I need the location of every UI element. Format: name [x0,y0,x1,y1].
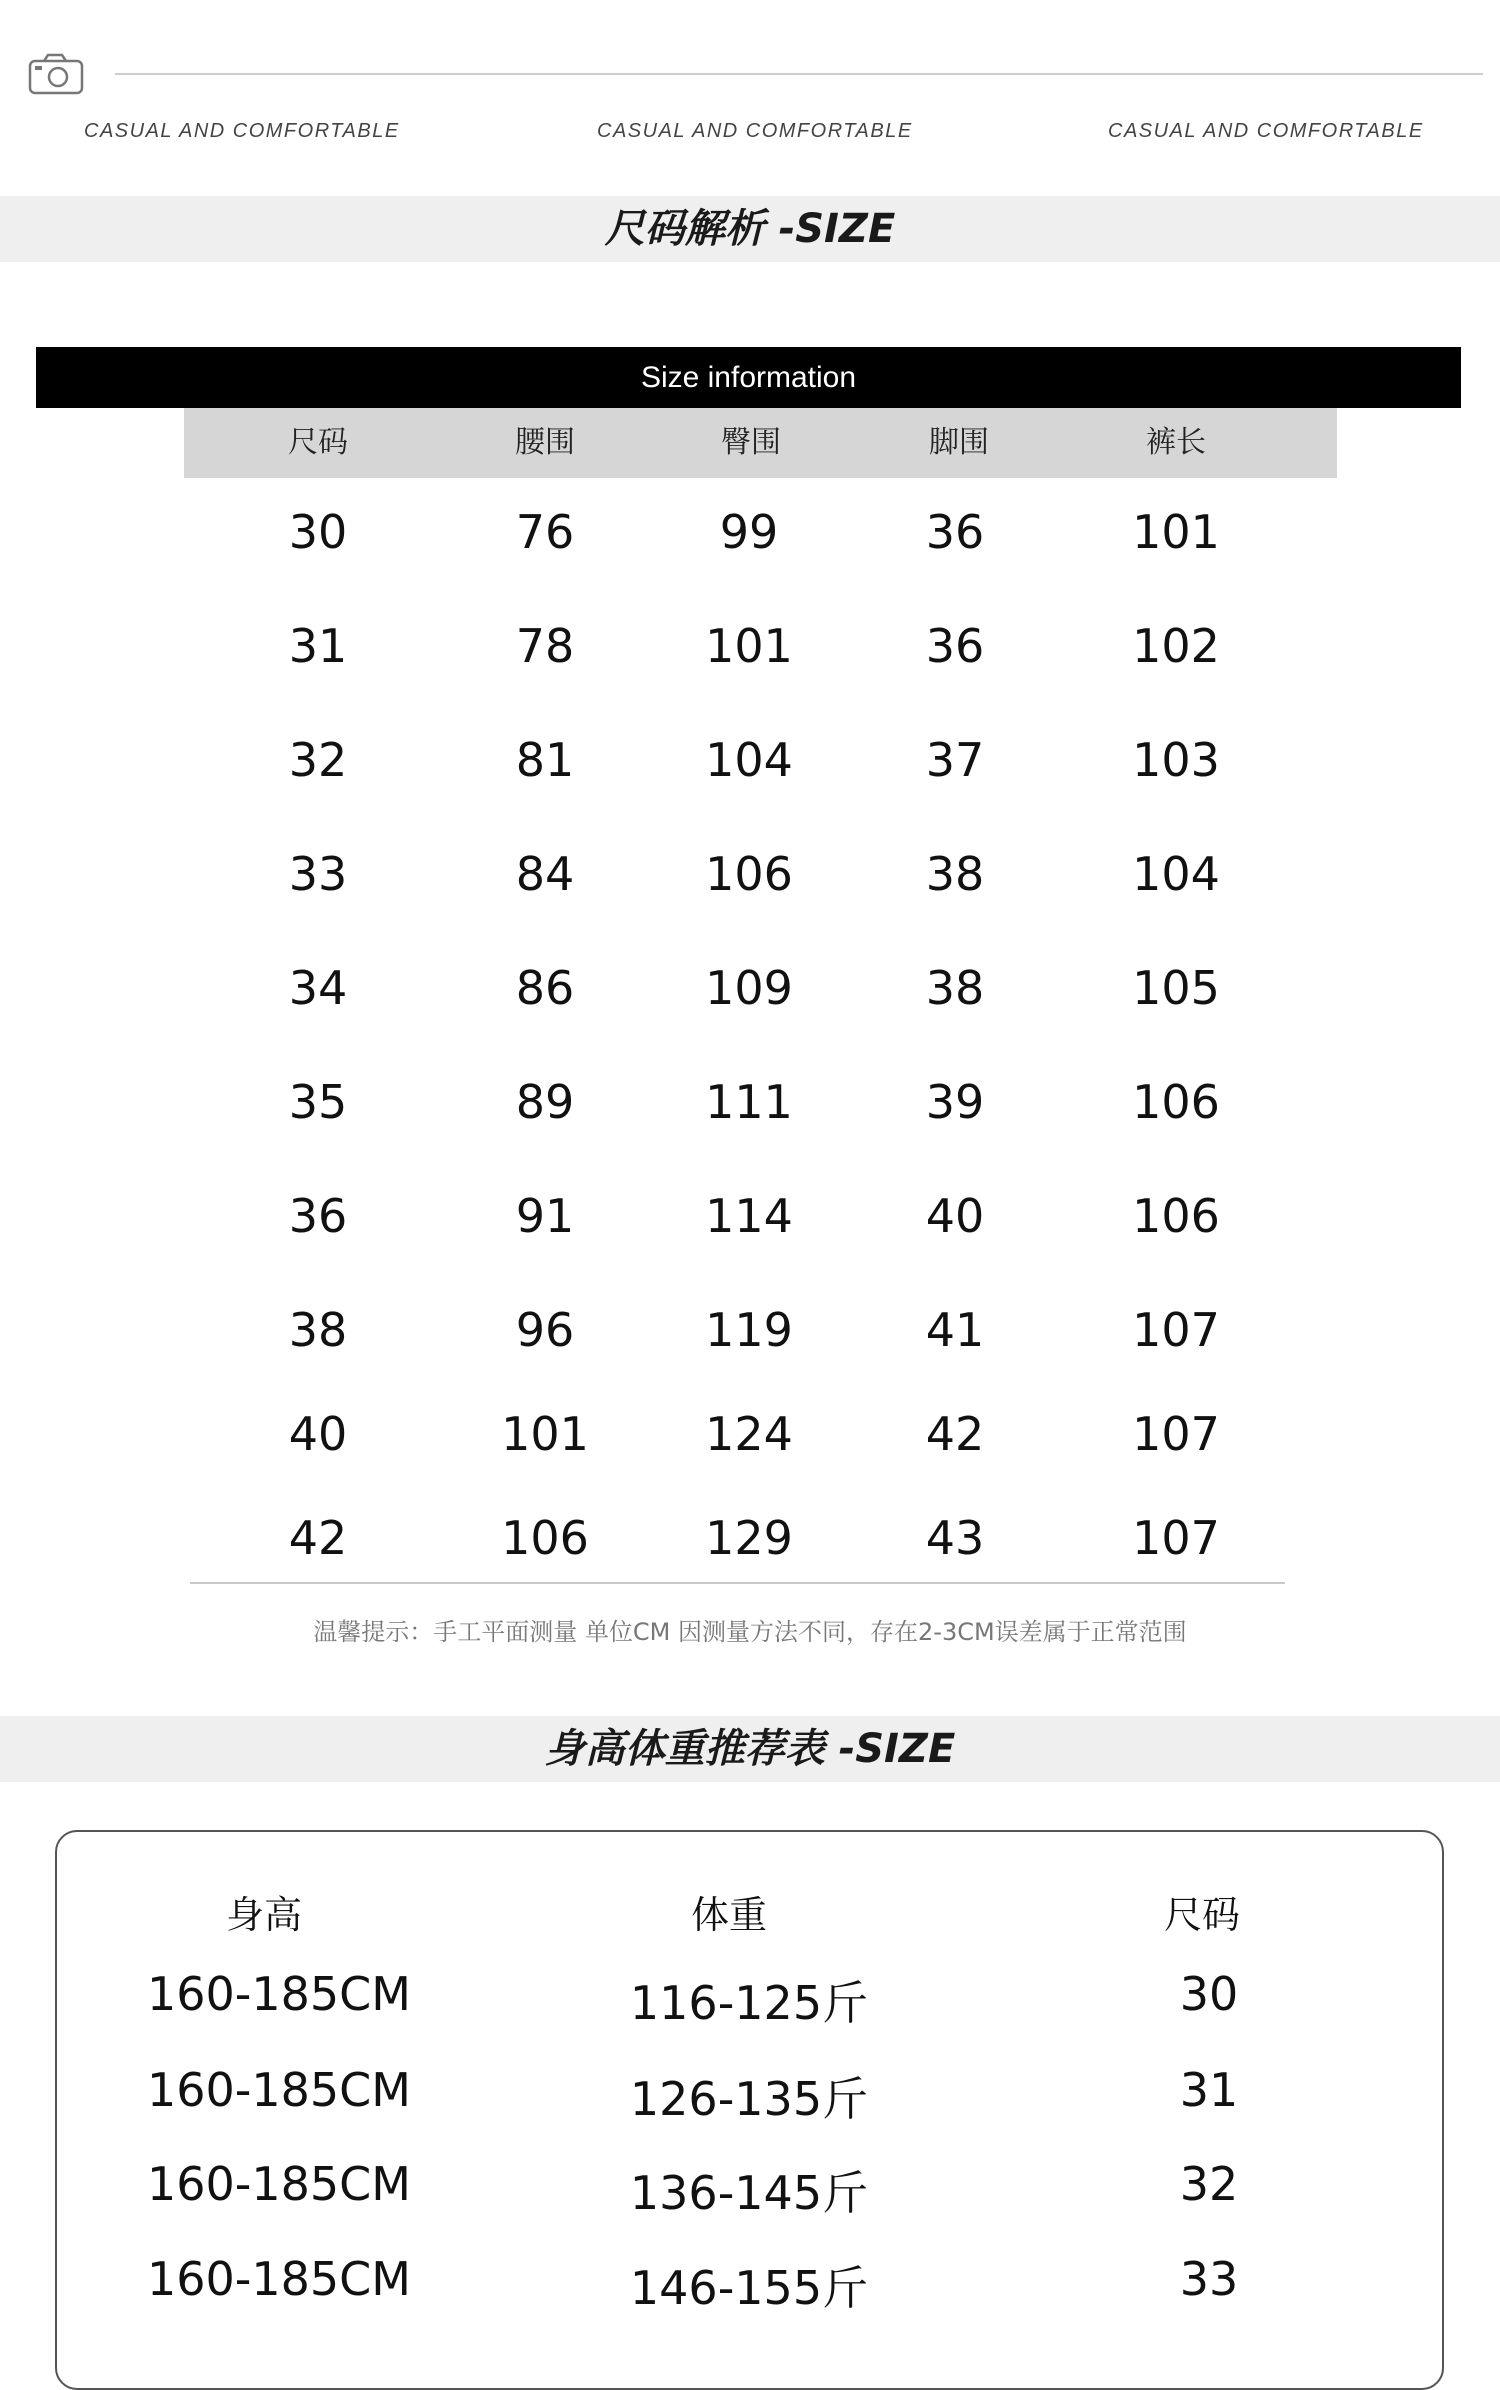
rec-cell-size: 33 [1179,2252,1239,2306]
rec-cell-height: 160-185CM [146,2063,411,2117]
cell-size: 33 [288,847,348,901]
cell-length: 106 [1132,1189,1220,1243]
rec-cell-size: 30 [1179,1967,1239,2021]
table-row [0,961,1500,1021]
cell-leg-opening: 38 [925,847,985,901]
col-head-size: 尺码 [288,425,348,460]
rec-cell-weight: 136-145斤 [629,2166,869,2220]
cell-hip: 101 [705,619,793,673]
cell-waist: 78 [515,619,575,673]
cell-hip: 124 [705,1407,793,1461]
table-row [57,2252,1442,2315]
cell-waist: 86 [515,961,575,1015]
col-head-length: 裤长 [1146,425,1206,460]
size-table-divider [190,1582,1285,1584]
cell-length: 102 [1132,619,1220,673]
cell-hip: 114 [705,1189,793,1243]
cell-waist: 89 [515,1075,575,1129]
rec-table [55,1830,1444,2390]
cell-length: 107 [1132,1407,1220,1461]
rec-title-band [0,1716,1500,1782]
table-row [57,1967,1442,2030]
cell-length: 105 [1132,961,1220,1015]
rec-col-head-weight: 体重 [690,1893,767,1937]
rec-col-head-height: 身高 [225,1893,302,1937]
table-row [0,1189,1500,1249]
cell-size: 40 [288,1407,348,1461]
table-row [0,1511,1500,1571]
cell-waist: 81 [515,733,575,787]
rec-cell-height: 160-185CM [146,2252,411,2306]
cell-size: 34 [288,961,348,1015]
rec-cell-weight: 116-125斤 [629,1976,869,2030]
rec-cell-size: 32 [1179,2157,1239,2211]
table-row [0,1407,1500,1467]
cell-hip: 104 [705,733,793,787]
col-head-hip: 臀围 [721,425,781,460]
table-row [0,1075,1500,1135]
cell-size: 36 [288,1189,348,1243]
col-head-waist: 腰围 [515,425,575,460]
cell-hip: 106 [705,847,793,901]
cell-leg-opening: 36 [925,505,985,559]
cell-leg-opening: 40 [925,1189,985,1243]
cell-size: 38 [288,1303,348,1357]
cell-length: 107 [1132,1303,1220,1357]
rec-cell-size: 31 [1179,2063,1239,2117]
rec-cell-weight: 146-155斤 [629,2261,869,2315]
rec-cell-height: 160-185CM [146,2157,411,2211]
table-row [57,2063,1442,2126]
cell-waist: 106 [501,1511,589,1565]
measurement-note: 温馨提示：手工平面测量 单位CM 因测量方法不同，存在2-3CM误差属于正常范围 [313,1618,1187,1646]
rec-col-head-size: 尺码 [1163,1893,1240,1937]
cell-length: 101 [1132,505,1220,559]
table-row [0,847,1500,907]
cell-waist: 84 [515,847,575,901]
table-row [0,733,1500,793]
cell-size: 32 [288,733,348,787]
cell-waist: 91 [515,1189,575,1243]
cell-length: 103 [1132,733,1220,787]
cell-leg-opening: 38 [925,961,985,1015]
cell-waist: 96 [515,1303,575,1357]
tagline-2: CASUAL AND COMFORTABLE [597,120,913,142]
cell-size: 31 [288,619,348,673]
table-row [0,505,1500,565]
cell-hip: 111 [705,1075,793,1129]
size-info-label: Size information [640,361,857,394]
cell-leg-opening: 42 [925,1407,985,1461]
cell-hip: 129 [705,1511,793,1565]
rec-section-title: 身高体重推荐表 -SIZE [544,1726,956,1772]
cell-length: 106 [1132,1075,1220,1129]
tagline-3: CASUAL AND COMFORTABLE [1108,120,1424,142]
cell-length: 104 [1132,847,1220,901]
cell-size: 42 [288,1511,348,1565]
cell-hip: 109 [705,961,793,1015]
rec-cell-height: 160-185CM [146,1967,411,2021]
cell-size: 35 [288,1075,348,1129]
col-head-leg-opening: 脚围 [929,425,989,460]
cell-hip: 99 [719,505,779,559]
cell-waist: 101 [501,1407,589,1461]
table-row [0,619,1500,679]
cell-leg-opening: 36 [925,619,985,673]
tagline-1: CASUAL AND COMFORTABLE [84,120,400,142]
cell-leg-opening: 41 [925,1303,985,1357]
cell-leg-opening: 39 [925,1075,985,1129]
cell-leg-opening: 43 [925,1511,985,1565]
cell-size: 30 [288,505,348,559]
table-row [57,2157,1442,2220]
cell-leg-opening: 37 [925,733,985,787]
rec-cell-weight: 126-135斤 [629,2072,869,2126]
cell-hip: 119 [705,1303,793,1357]
cell-length: 107 [1132,1511,1220,1565]
size-section-title: 尺码解析 -SIZE [604,206,896,252]
cell-waist: 76 [515,505,575,559]
table-row [0,1303,1500,1363]
